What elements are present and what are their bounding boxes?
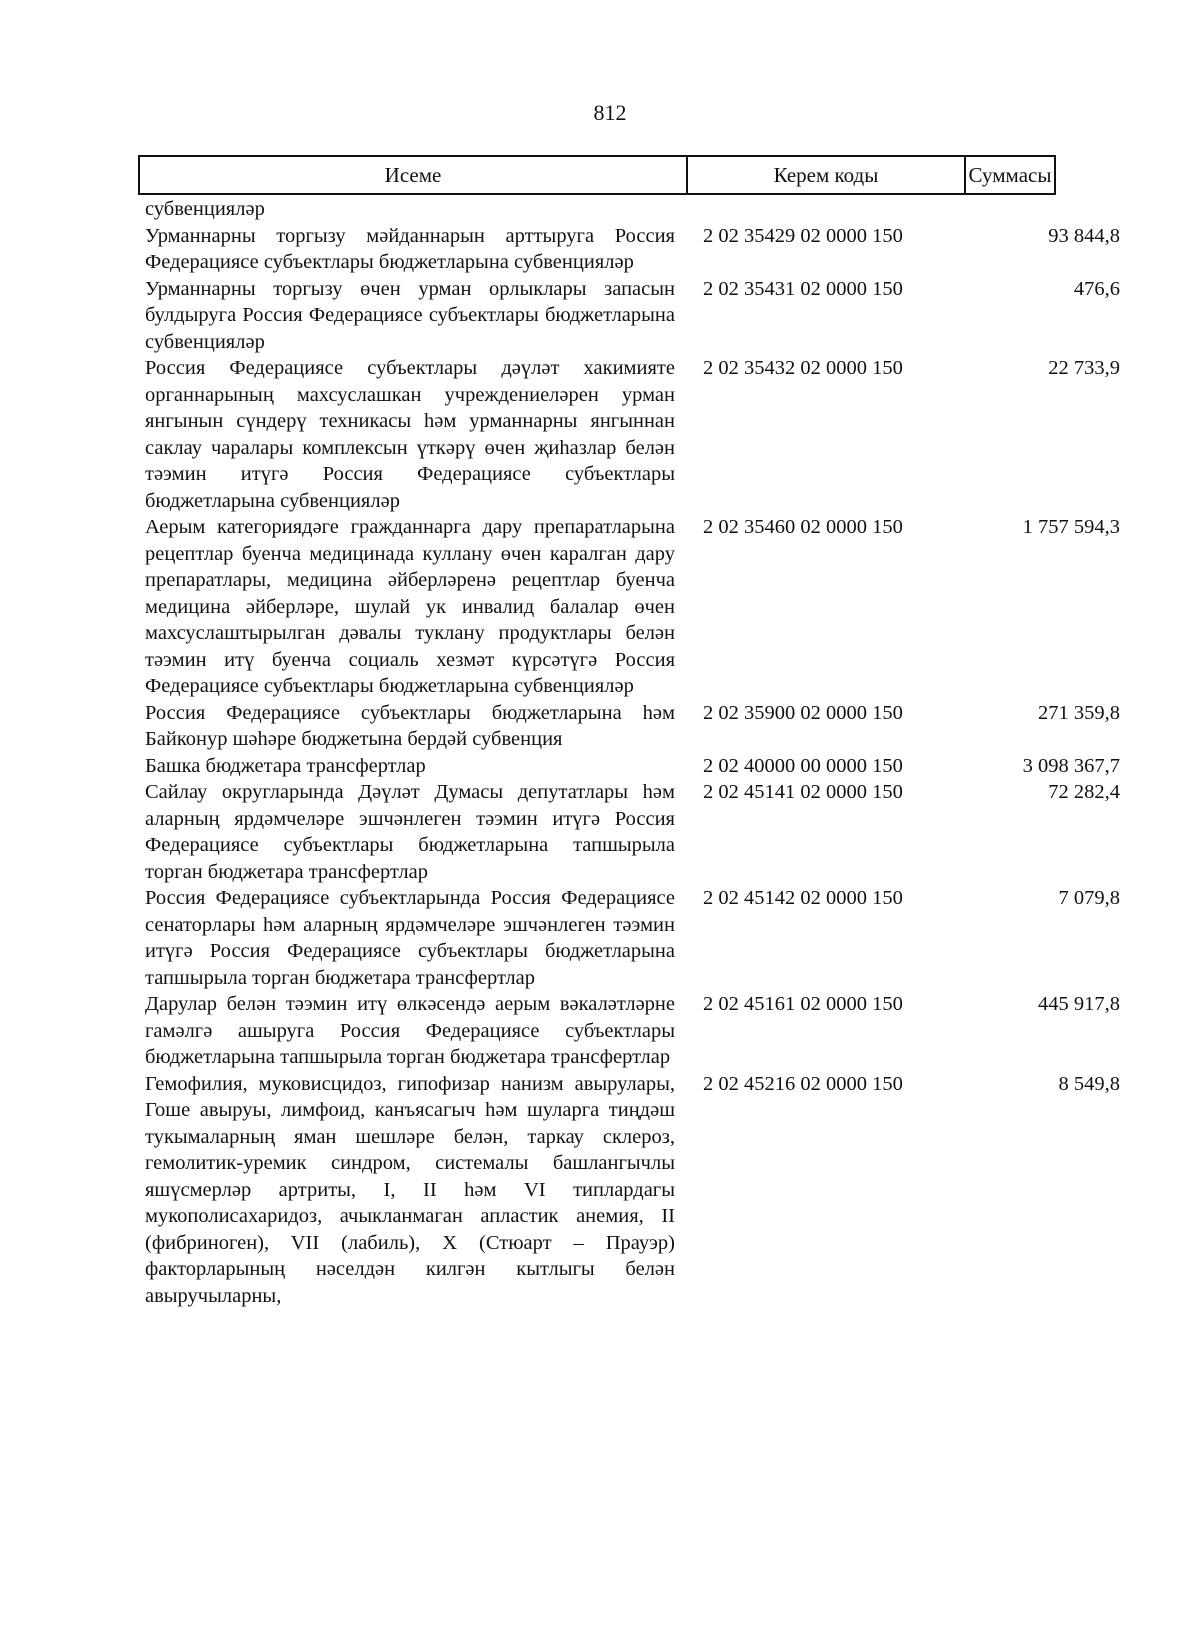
- row-code: 2 02 35431 02 0000 150: [703, 277, 903, 300]
- table-row: [145, 514, 1120, 700]
- row-code: 2 02 35432 02 0000 150: [703, 357, 903, 379]
- row-name: Урманнарны торгызу мәйданнарын арттыруга Россия Федерациясе субъектлары бюджетларына субвенцияләр: [145, 224, 675, 273]
- row-name: Сайлау округларында Дәүләт Думасы депутатлары һәм аларның ярдәмчеләре эшчәнлеген тәэмин итүгә Россия Федерациясе субъектлары бюджетларына тапшырыла торган бюджетара трансфертлар: [145, 781, 675, 883]
- row-code: 2 02 45216 02 0000 150: [703, 1072, 903, 1095]
- row-name: Урманнарны торгызу өчен урман орлыклары запасын булдыруга Россия Федерациясе субъектлары бюджетларына субвенцияләр: [145, 277, 675, 353]
- row-sum: 445 917,8: [1038, 993, 1120, 1015]
- row-sum: 271 359,8: [1038, 701, 1120, 724]
- row-name: Россия Федерациясе субъектлары дәүләт хакимияте органнарының махсуслашкан учреждениеләрен урман янгынын сүндерү техникасы һәм урманнарны янгыннан саклау чаралары комплексын үткәрү өчен җиһазлар белән тәэмин итүгә Россия Федерациясе субъектлары бюджетларына субвенцияләр: [145, 357, 675, 512]
- table-body: [145, 196, 1120, 1309]
- table-row: [145, 700, 1120, 753]
- row-code: 2 02 35460 02 0000 150: [703, 516, 903, 538]
- row-code: 2 02 35900 02 0000 150: [703, 701, 903, 724]
- row-name: Дарулар белән тәэмин итү өлкәсендә аерым вәкаләтләрне гамәлгә ашыруга Россия Федерациясе субъектлары бюджетларына тапшырыла торган бюджетара трансфертлар: [145, 993, 675, 1068]
- table-header: [138, 155, 1056, 195]
- row-code: 2 02 45161 02 0000 150: [703, 993, 903, 1015]
- header-code: Керем коды: [688, 157, 966, 193]
- row-name: Башка бюджетара трансфертлар: [145, 754, 426, 777]
- table-row: [145, 276, 1120, 356]
- header-sum: Суммасы: [968, 162, 1052, 187]
- row-sum: 93 844,8: [1048, 224, 1120, 247]
- row-code: 2 02 35429 02 0000 150: [703, 224, 903, 247]
- row-sum: 8 549,8: [1058, 1072, 1120, 1095]
- row-name: Россия Федерациясе субъектлары бюджетларына һәм Байконур шәһәре бюджетына бердәй субвенция: [145, 701, 675, 750]
- table-row: [145, 991, 1120, 1071]
- header-name: Исеме: [140, 157, 688, 193]
- row-name: Аерым категориядәге гражданнарга дару препаратларына рецептлар буенча медицинада куллану өчен каралган дару препаратлары, медицина әйберләренә рецептлар буенча медицина әйберләре, шулай ук инвалид балалар өчен махсуслаштырылган дәвалы туклану продуктлары белән тәэмин итү буенча социаль хезмәт күрсәтүгә Россия Федерациясе субъектлары бюджетларына субвенцияләр: [145, 516, 675, 697]
- table-row: [145, 223, 1120, 276]
- table-row: [145, 753, 1120, 780]
- row-code: 2 02 45141 02 0000 150: [703, 781, 903, 803]
- row-sum: 7 079,8: [1058, 887, 1120, 909]
- page-number: 812: [593, 100, 627, 125]
- row-code: 2 02 45142 02 0000 150: [703, 887, 903, 909]
- row-name: Гемофилия, муковисцидоз, гипофизар нанизм авырулары, Гоше авыруы, лимфоид, канъясагыч һәм шуларга тиңдәш тукымаларның яман шешләре белән, таркау склероз, гемолитик-уремик синдром, системалы башлангычлы яшүсмерләр артриты, I, II һәм VI типлардагы мукополисахаридоз, ачыкланмаган апластик анемия, II (фибриноген), VII (лабиль), X (Стюарт – Прауэр) факторларының нәселдән килгән кытлыгы белән авыручыларны,: [145, 1072, 675, 1307]
- table-row: [145, 885, 1120, 991]
- row-name: субвенцияләр: [145, 198, 265, 220]
- row-sum: 1 757 594,3: [1022, 516, 1120, 538]
- table-row: [145, 1071, 1120, 1310]
- row-code: 2 02 40000 00 0000 150: [703, 754, 903, 777]
- row-sum: 72 282,4: [1048, 781, 1120, 803]
- row-name: Россия Федерациясе субъектларында Россия Федерациясе сенаторлары һәм аларның ярдәмчеләре эшчәнлеген тәэмин итүгә Россия Федерациясе субъектлары бюджетларына тапшырыла торган бюджетара трансфертлар: [145, 887, 675, 989]
- table-row: [145, 196, 1120, 223]
- table-row: [145, 779, 1120, 885]
- row-sum: 3 098 367,7: [1022, 754, 1120, 777]
- table-row: [145, 355, 1120, 514]
- row-sum: 22 733,9: [1048, 357, 1120, 379]
- row-sum: 476,6: [1073, 277, 1120, 300]
